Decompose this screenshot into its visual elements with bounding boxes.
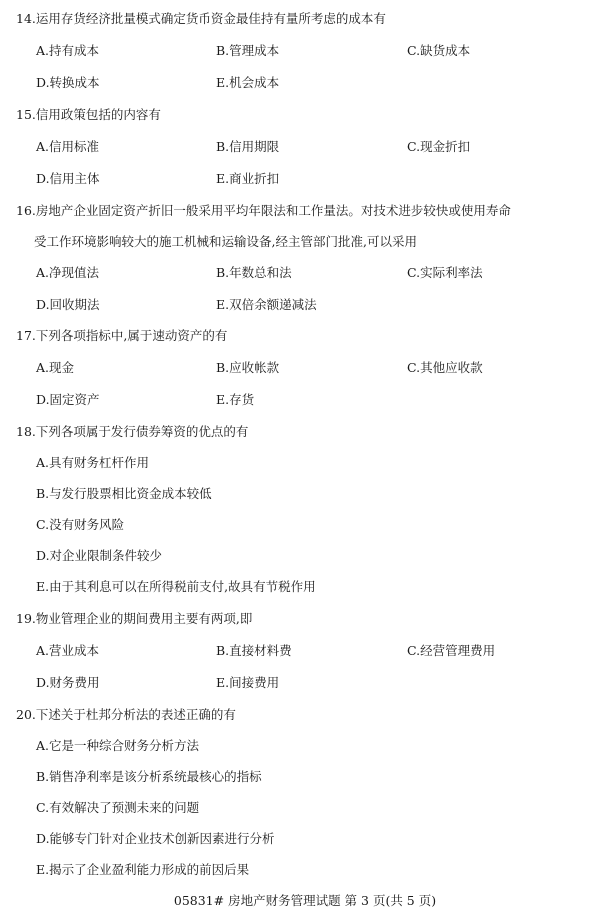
q16-option-d: D.回收期法 (36, 297, 100, 312)
q17-option-d: D.固定资产 (36, 392, 100, 407)
question-15-stem: 15.信用政策包括的内容有 (16, 107, 161, 122)
question-14-stem: 14.运用存货经济批量模式确定货币资金最佳持有量所考虑的成本有 (16, 11, 386, 26)
q16-option-e: E.双倍余额递减法 (216, 297, 317, 312)
q20-option-e: E.揭示了企业盈利能力形成的前因后果 (36, 862, 250, 877)
q19-option-a: A.营业成本 (36, 643, 100, 658)
q17-option-e: E.存货 (216, 392, 255, 407)
q15-option-c: C.现金折扣 (407, 139, 471, 154)
q18-option-c: C.没有财务风险 (36, 517, 125, 532)
q17-option-b: B.应收帐款 (216, 360, 280, 375)
q18-option-b: B.与发行股票相比资金成本较低 (36, 486, 212, 501)
question-16-stem-cont: 受工作环境影响较大的施工机械和运输设备,经主管部门批准,可以采用 (34, 234, 417, 249)
q19-option-c: C.经营管理费用 (407, 643, 496, 658)
q19-option-e: E.间接费用 (216, 675, 280, 690)
q14-option-d: D.转换成本 (36, 75, 100, 90)
q15-option-e: E.商业折扣 (216, 171, 280, 186)
q14-option-a: A.持有成本 (36, 43, 100, 58)
q14-option-b: B.管理成本 (216, 43, 280, 58)
q18-option-d: D.对企业限制条件较少 (36, 548, 163, 563)
q14-option-e: E.机会成本 (216, 75, 280, 90)
q20-option-a: A.它是一种综合财务分析方法 (36, 738, 200, 753)
q17-option-a: A.现金 (36, 360, 75, 375)
q16-option-c: C.实际利率法 (407, 265, 483, 280)
q15-option-b: B.信用期限 (216, 139, 280, 154)
q19-option-b: B.直接材料费 (216, 643, 292, 658)
page-footer: 05831# 房地产财务管理试题 第 3 页(共 5 页) (173, 893, 437, 908)
q16-option-a: A.净现值法 (36, 265, 100, 280)
q14-option-c: C.缺货成本 (407, 43, 471, 58)
q20-option-b: B.销售净利率是该分析系统最核心的指标 (36, 769, 262, 784)
q20-option-c: C.有效解决了预测未来的问题 (36, 800, 200, 815)
q16-option-b: B.年数总和法 (216, 265, 292, 280)
q15-option-a: A.信用标准 (36, 139, 100, 154)
question-17-stem: 17.下列各项指标中,属于速动资产的有 (16, 328, 228, 343)
question-20-stem: 20.下述关于杜邦分析法的表述正确的有 (16, 707, 236, 722)
question-16-stem: 16.房地产企业固定资产折旧一般采用平均年限法和工作量法。对技术进步较快或使用寿命 (16, 203, 511, 218)
question-19-stem: 19.物业管理企业的期间费用主要有两项,即 (16, 611, 253, 626)
q19-option-d: D.财务费用 (36, 675, 100, 690)
q18-option-e: E.由于其利息可以在所得税前支付,故具有节税作用 (36, 579, 316, 594)
question-18-stem: 18.下列各项属于发行债券筹资的优点的有 (16, 424, 249, 439)
q18-option-a: A.具有财务杠杆作用 (36, 455, 150, 470)
q20-option-d: D.能够专门针对企业技术创新因素进行分析 (36, 831, 275, 846)
q17-option-c: C.其他应收款 (407, 360, 483, 375)
q15-option-d: D.信用主体 (36, 171, 100, 186)
